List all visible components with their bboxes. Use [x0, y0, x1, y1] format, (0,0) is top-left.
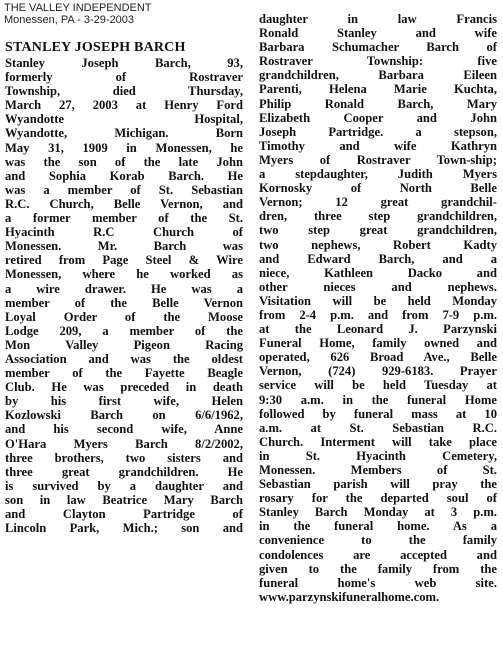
text-line: was a member of St. Sebastian [5, 182, 243, 197]
text-line: Kornosky of North Belle [259, 181, 497, 196]
text-line: Parenti, Helena Marie Kuchta, [259, 82, 497, 97]
text-line: Wyandotte, Michigan. Born [5, 126, 243, 141]
text-line: convenience to the family [259, 533, 497, 548]
publication-dateline: Monessen, PA - 3-29-2003 [4, 14, 135, 26]
text-line: and Clayton Partridge of [5, 507, 243, 521]
obituary-right-column [259, 12, 497, 604]
text-line: two nephews, Robert Kadty [259, 237, 497, 252]
text-line: member of the Fayette Beagle [5, 366, 243, 381]
text-line: Vernon, (724) 929-6183. Prayer [259, 364, 497, 379]
text-line: a wire drawer. He was a [5, 281, 243, 296]
text-line: Vernon; 12 great grandchil- [259, 195, 497, 210]
text-line: Lodge 209, a member of the [5, 323, 243, 338]
text-line: Myers of Rostraver Town-ship; [259, 152, 497, 167]
text-line: Joseph Partridge. a stepson, [259, 124, 497, 139]
text-line: Ronald Stanley and wife [259, 26, 497, 41]
text-line: a.m. at St. Sebastian R.C. [259, 420, 497, 435]
text-line: grandchildren, Barbara Eileen [259, 68, 497, 83]
text-line: rosary for the departed soul of [259, 491, 497, 506]
text-line: condolences are accepted and [259, 547, 497, 562]
text-line: Lincoln Park, Mich.; son and [5, 521, 243, 536]
text-line: in the funeral home. As a [259, 519, 497, 534]
text-line: service will be held Tuesday at [259, 378, 497, 393]
text-line: formerly of Rostraver [5, 70, 243, 85]
text-line: a former member of the St. [5, 211, 243, 226]
text-line: Sebastian parish will pray the [259, 477, 497, 492]
text-line: given to the family from the [259, 561, 497, 576]
text-line: Timothy and wife Kathryn [259, 138, 497, 153]
text-line: Monessen. Mr. Barch was [5, 239, 243, 254]
text-line: by his first wife, Helen [5, 394, 243, 409]
text-line: Visitation will be held Monday [259, 293, 497, 308]
text-line: Monessen, where he worked as [5, 267, 243, 282]
text-line: Wyandotte Hospital, [5, 112, 243, 127]
text-line: May 31, 1909 in Monessen, he [5, 140, 243, 155]
text-line: dren, three step grandchildren, [259, 209, 497, 224]
text-line: three great grandchildren. He [5, 464, 243, 479]
text-line: Elizabeth Cooper and John [259, 110, 497, 125]
text-line: R.C. Church, Belle Vernon, and [5, 196, 243, 211]
text-line: Loyal Order of the Moose [5, 309, 243, 324]
text-line: Philip Ronald Barch, Mary [259, 96, 497, 111]
text-line: other nieces and nephews. [259, 279, 497, 294]
text-line: and Sophia Korab Barch. He [5, 168, 243, 183]
text-line: March 27, 2003 at Henry Ford [5, 98, 243, 113]
text-line: funeral home's web site. [259, 575, 497, 590]
text-line: two step great grandchildren, [259, 223, 497, 238]
text-line: Kozlowski Barch on 6/6/1962, [5, 408, 243, 423]
text-line: 9:30 a.m. in the funeral Home [259, 392, 497, 407]
publication-name: THE VALLEY INDEPENDENT [4, 2, 152, 14]
text-line: three brothers, two sisters and [5, 450, 243, 465]
source-header [4, 2, 254, 26]
obituary-headline: STANLEY JOSEPH BARCH [5, 40, 186, 55]
text-line: Funeral Home, family owned and [259, 336, 497, 351]
text-line: operated, 626 Broad Ave., Belle [259, 350, 497, 365]
text-line: Rostraver Township: five [259, 54, 497, 69]
text-line: member of the Belle Vernon [5, 295, 243, 310]
text-line: Hyacinth R.C Church of [5, 225, 243, 240]
left-column-text [5, 56, 243, 535]
right-column-text [259, 12, 497, 604]
text-line: Barbara Schumacher Barch of [259, 40, 497, 55]
text-line: www.parzynskifuneralhome.com. [259, 589, 440, 604]
text-line: Association and was the oldest [5, 351, 243, 366]
text-line: is survived by a daughter and [5, 478, 243, 493]
text-line: and his second wife, Anne [5, 422, 243, 437]
text-line: O'Hara Myers Barch 8/2/2002, [5, 436, 243, 451]
text-line: Club. He was preceded in death [5, 380, 243, 395]
text-line: son in law Beatrice Mary Barch [5, 492, 243, 507]
text-line: Church. Interment will take place [259, 434, 497, 449]
text-line: a stepdaughter, Judith Myers [259, 167, 497, 182]
text-line: and Edward Barch, and a [259, 251, 497, 266]
text-line: from 2-4 p.m. and from 7-9 p.m. [259, 307, 497, 322]
text-line: daughter in law Francis [259, 12, 497, 26]
text-line: in St. Hyacinth Cemetery, [259, 448, 497, 463]
text-line: followed by funeral mass at 10 [259, 406, 497, 421]
text-line: Monessen. Members of St. [259, 463, 497, 477]
text-line: at the Leonard J. Parzynski [259, 322, 497, 337]
obituary-left-column [5, 40, 243, 535]
text-line: Mon Valley Pigeon Racing [5, 337, 243, 352]
text-line: niece, Kathleen Dacko and [259, 265, 497, 280]
text-line: was the son of the late John [5, 154, 243, 169]
text-line: retired from Page Steel & Wire [5, 253, 243, 268]
text-line: Stanley Barch Monday at 3 p.m. [259, 505, 497, 520]
text-line: Stanley Joseph Barch, 93, [5, 56, 243, 70]
text-line: Township, died Thursday, [5, 84, 243, 99]
